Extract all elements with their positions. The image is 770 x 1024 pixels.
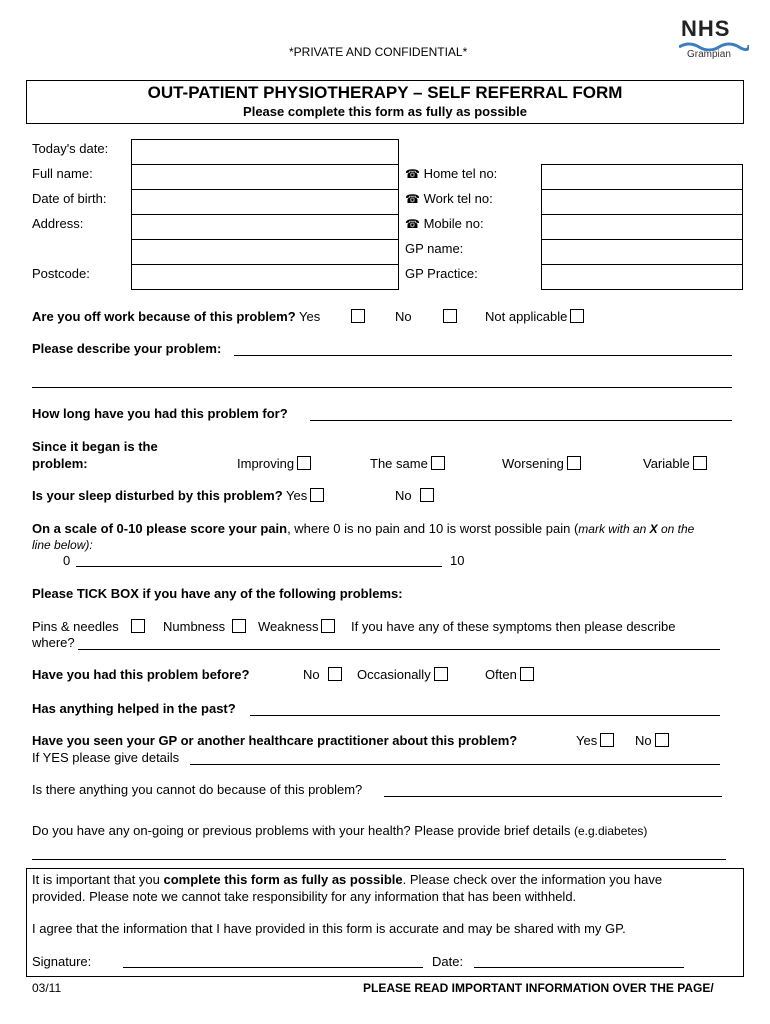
- declaration-part-b: complete this form as fully as possible: [163, 872, 403, 887]
- full-name-label: Full name:: [32, 166, 93, 181]
- worsening-option: [502, 456, 581, 471]
- postcode-field[interactable]: [131, 264, 399, 290]
- home-tel-label: Home tel no:: [423, 166, 498, 181]
- pain-label-x: X: [649, 522, 658, 536]
- before-no-option: [303, 667, 342, 682]
- pain-scale-ten: 10: [450, 553, 465, 568]
- mobile-row: [405, 216, 484, 231]
- weakness-label: Weakness: [258, 619, 319, 634]
- health-line[interactable]: [32, 859, 726, 860]
- before-occ-label: Occasionally: [357, 667, 431, 682]
- dob-field[interactable]: [131, 189, 399, 215]
- off-work-no-label: No: [395, 309, 412, 324]
- how-long-line[interactable]: [310, 420, 732, 421]
- before-often-option: [485, 667, 534, 682]
- address-field-2[interactable]: [131, 239, 399, 265]
- pins-label: Pins & needles: [32, 619, 119, 634]
- gp-yes-label: Yes: [576, 733, 598, 748]
- gp-no-checkbox[interactable]: [655, 733, 669, 747]
- sleep-no-option: [395, 488, 434, 503]
- gp-seen-label: Have you seen your GP or another healthcare practitioner about this problem?: [32, 733, 518, 748]
- gp-details-label: If YES please give details: [32, 750, 180, 765]
- variable-option: [643, 456, 707, 471]
- declaration-part-a: It is important that you: [32, 872, 164, 887]
- logo-sub-text: Grampian: [687, 49, 731, 60]
- mobile-field[interactable]: [541, 214, 743, 240]
- pain-scale-zero: 0: [63, 553, 71, 568]
- before-no-label: No: [303, 667, 320, 682]
- gp-practice-label: GP Practice:: [405, 266, 478, 281]
- worsening-checkbox[interactable]: [567, 456, 581, 470]
- home-tel-row: [405, 166, 497, 181]
- tick-box-label: Please TICK BOX if you have any of the following problems:: [32, 586, 403, 601]
- off-work-yes-checkbox[interactable]: [351, 309, 365, 323]
- work-tel-row: [405, 191, 493, 206]
- address-label: Address:: [32, 216, 84, 231]
- off-work-na-checkbox[interactable]: [570, 309, 584, 323]
- gp-name-label: GP name:: [405, 241, 464, 256]
- declaration-line-1: [32, 872, 662, 887]
- pain-label-bold: On a scale of 0-10 please score your pain: [32, 521, 288, 536]
- todays-date-field[interactable]: [131, 139, 399, 165]
- phone-icon: ☎: [405, 167, 420, 181]
- title-box: [26, 80, 744, 124]
- describe-label: Please describe your problem:: [32, 341, 222, 356]
- todays-date-label: Today's date:: [32, 141, 109, 156]
- logo-main-text: NHS: [681, 16, 731, 41]
- weakness-checkbox[interactable]: [321, 619, 335, 633]
- off-work-na-row: [485, 309, 584, 324]
- pain-label-italic-3: line below):: [32, 538, 93, 552]
- declaration-line-2: provided. Please note we cannot take responsibility for any information that has been withheld.: [32, 889, 577, 904]
- gp-yes-option: [576, 733, 614, 748]
- variable-label: Variable: [643, 456, 690, 471]
- sleep-yes-label: Yes: [286, 488, 308, 503]
- work-tel-label: Work tel no:: [423, 191, 493, 206]
- off-work-no-checkbox[interactable]: [443, 309, 457, 323]
- off-work-yes-label: Yes: [299, 309, 321, 324]
- full-name-field[interactable]: [131, 164, 399, 190]
- home-tel-field[interactable]: [541, 164, 743, 190]
- before-often-label: Often: [485, 667, 517, 682]
- before-no-checkbox[interactable]: [328, 667, 342, 681]
- signature-label: Signature:: [32, 954, 92, 969]
- pins-checkbox[interactable]: [131, 619, 145, 633]
- sleep-yes-checkbox[interactable]: [310, 488, 324, 502]
- since-began-label-2: problem:: [32, 456, 88, 471]
- pain-scale-line[interactable]: [76, 566, 442, 567]
- same-option: [370, 456, 445, 471]
- pain-label-italic-2: on the: [657, 522, 695, 536]
- signature-line[interactable]: [123, 967, 423, 968]
- cannot-do-label: Is there anything you cannot do because of this problem?: [32, 782, 363, 797]
- form-code: 03/11: [32, 981, 62, 995]
- page-subtitle: Please complete this form as fully as possible: [243, 104, 527, 119]
- health-question: [32, 823, 647, 838]
- work-tel-field[interactable]: [541, 189, 743, 215]
- improving-checkbox[interactable]: [297, 456, 311, 470]
- mobile-label: Mobile no:: [423, 216, 484, 231]
- declaration-part-c: . Please check over the information you have: [402, 872, 663, 887]
- dob-label: Date of birth:: [32, 191, 107, 206]
- cannot-do-line[interactable]: [384, 796, 722, 797]
- worsening-label: Worsening: [502, 456, 564, 471]
- improving-label: Improving: [237, 456, 295, 471]
- gp-no-option: [635, 733, 669, 748]
- postcode-label: Postcode:: [32, 266, 90, 281]
- describe-line-1[interactable]: [234, 355, 732, 356]
- date-label: Date:: [432, 954, 464, 969]
- phone-icon: ☎: [405, 217, 420, 231]
- numbness-option: [163, 619, 246, 634]
- improving-option: [237, 456, 311, 471]
- off-work-na-label: Not applicable: [485, 309, 568, 324]
- before-occ-checkbox[interactable]: [434, 667, 448, 681]
- gp-name-field[interactable]: [541, 239, 743, 265]
- where-line[interactable]: [78, 649, 720, 650]
- helped-label: Has anything helped in the past?: [32, 701, 236, 716]
- since-began-label-1: Since it began is the: [32, 439, 158, 454]
- sleep-no-checkbox[interactable]: [420, 488, 434, 502]
- sleep-label: Is your sleep disturbed by this problem?: [32, 488, 283, 503]
- describe-line-2[interactable]: [32, 387, 732, 388]
- phone-icon: ☎: [405, 192, 420, 206]
- gp-practice-field[interactable]: [541, 264, 743, 290]
- date-line[interactable]: [474, 967, 684, 968]
- numbness-label: Numbness: [163, 619, 226, 634]
- before-often-checkbox[interactable]: [520, 667, 534, 681]
- weakness-option: [258, 619, 335, 634]
- pain-label-italic-1: mark with an: [578, 522, 650, 536]
- where-label: where?: [32, 635, 75, 650]
- before-occ-option: [357, 667, 448, 682]
- helped-line[interactable]: [250, 715, 720, 716]
- address-field-1[interactable]: [131, 214, 399, 240]
- before-label: Have you had this problem before?: [32, 667, 250, 682]
- footer-notice: PLEASE READ IMPORTANT INFORMATION OVER THE PAGE/: [363, 981, 714, 995]
- how-long-label: How long have you had this problem for?: [32, 406, 288, 421]
- sleep-question: [32, 488, 324, 503]
- gp-yes-checkbox[interactable]: [600, 733, 614, 747]
- same-checkbox[interactable]: [431, 456, 445, 470]
- declaration-box: [26, 868, 744, 977]
- agree-statement: I agree that the information that I have provided in this form is accurate and may be shared with my GP.: [32, 921, 626, 936]
- symptoms-describe-label: If you have any of these symptoms then please describe: [351, 619, 676, 634]
- off-work-label: Are you off work because of this problem?: [32, 309, 296, 324]
- health-example: (e.g.diabetes): [574, 824, 648, 838]
- nhs-grampian-logo: [677, 16, 749, 64]
- pins-option: [32, 619, 145, 634]
- same-label: The same: [370, 456, 428, 471]
- variable-checkbox[interactable]: [693, 456, 707, 470]
- pain-question: [32, 521, 694, 536]
- numbness-checkbox[interactable]: [232, 619, 246, 633]
- sleep-no-label: No: [395, 488, 412, 503]
- confidential-label: *PRIVATE AND CONFIDENTIAL*: [289, 45, 468, 59]
- health-label: Do you have any on-going or previous problems with your health? Please provide brief details: [32, 823, 571, 838]
- gp-no-label: No: [635, 733, 652, 748]
- off-work-question: [32, 309, 320, 324]
- gp-details-line[interactable]: [190, 764, 720, 765]
- pain-label-normal: , where 0 is no pain and 10 is worst possible pain (: [287, 521, 579, 536]
- page-title: OUT-PATIENT PHYSIOTHERAPY – SELF REFERRAL FORM: [147, 83, 623, 102]
